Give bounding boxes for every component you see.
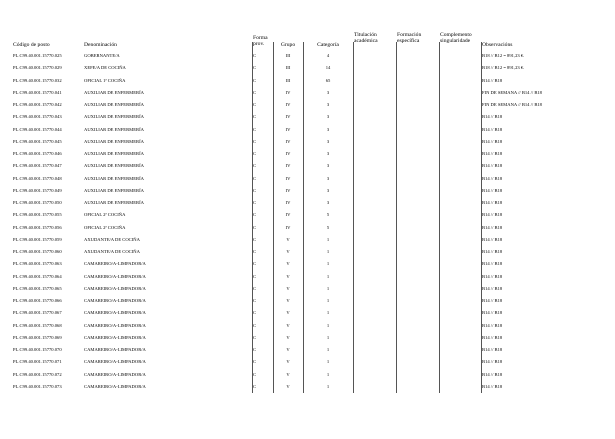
cell-denominacion: AUXILIAR DE ENFERMERÍA — [84, 163, 144, 169]
cell-denominacion: AUXILIAR DE ENFERMERÍA — [84, 102, 144, 107]
cell-forma: C — [253, 334, 257, 340]
cell-categoria: 5 — [326, 212, 330, 218]
cell-categoria: 3 — [326, 187, 330, 193]
cell-codigo: PL.C99.40.001.15770.050 — [13, 200, 62, 205]
cell-observacions: B14 // B18 — [482, 187, 503, 193]
cell-codigo: PL.C99.40.001.15770.029 — [13, 65, 62, 71]
table-row — [0, 283, 615, 295]
cell-denominacion: CAMAREIRO/A-LIMPADOR/A — [84, 371, 146, 377]
cell-forma: C — [253, 114, 257, 120]
cell-grupo: V — [286, 298, 290, 303]
table-row — [0, 197, 615, 209]
cell-grupo: IV — [285, 175, 291, 181]
table-row — [0, 246, 615, 258]
cell-codigo: PL.C99.40.001.15770.055 — [13, 212, 62, 218]
cell-grupo: V — [286, 359, 290, 365]
table-header — [0, 30, 615, 52]
cell-grupo: V — [286, 310, 290, 316]
cell-codigo: PL.C99.40.001.15770.025 — [13, 53, 62, 58]
cell-forma: C — [253, 298, 257, 303]
cell-categoria: 3 — [326, 151, 330, 156]
cell-codigo: PL.C99.40.001.15770.041 — [13, 89, 62, 95]
cell-codigo: PL.C99.40.001.15770.064 — [13, 273, 62, 279]
cell-denominacion: AUXILIAR DE ENFERMERÍA — [84, 114, 144, 120]
cell-observacions: B14 // B18 — [482, 261, 503, 267]
header-denominacion: Denominación — [84, 42, 117, 48]
cell-codigo: PL.C99.40.001.15770.060 — [13, 249, 62, 254]
table-row — [0, 320, 615, 332]
cell-forma: C — [253, 347, 257, 352]
table-row — [0, 234, 615, 246]
table-row — [0, 50, 615, 62]
cell-categoria: 3 — [326, 200, 330, 205]
cell-grupo: V — [286, 347, 290, 352]
cell-grupo: IV — [285, 126, 291, 132]
cell-forma: C — [253, 163, 257, 169]
cell-forma: C — [253, 77, 257, 83]
cell-forma: C — [253, 175, 257, 181]
cell-categoria: 3 — [326, 163, 330, 169]
cell-denominacion: OFICIAL 2ª COCIÑA — [84, 224, 126, 230]
cell-denominacion: AUXILIAR DE ENFERMERÍA — [84, 89, 144, 95]
table-row — [0, 222, 615, 234]
cell-grupo: III — [285, 65, 291, 71]
cell-categoria: 1 — [326, 383, 330, 389]
cell-codigo: PL.C99.40.001.15770.063 — [13, 261, 62, 267]
table-row — [0, 295, 615, 307]
cell-denominacion: AUXILIAR DE ENFERMERÍA — [84, 200, 144, 205]
cell-grupo: V — [286, 285, 290, 291]
cell-grupo: III — [285, 77, 291, 83]
table-row — [0, 173, 615, 185]
table-row — [0, 369, 615, 381]
cell-observacions: B14 // B18 — [482, 236, 503, 242]
cell-codigo: PL.C99.40.001.15770.067 — [13, 310, 62, 316]
cell-grupo: V — [286, 371, 290, 377]
cell-observacions: B14 // B18 — [482, 298, 503, 303]
cell-observacions: B18 // B12 = 891,23 €. — [482, 53, 525, 58]
cell-forma: C — [253, 224, 257, 230]
cell-grupo: III — [285, 53, 291, 58]
cell-denominacion: GOBERNANTE/A — [84, 53, 120, 58]
cell-observacions: B14 // B18 — [482, 224, 503, 230]
cell-categoria: 1 — [326, 273, 330, 279]
cell-grupo: IV — [285, 224, 291, 230]
cell-categoria: 1 — [326, 285, 330, 291]
cell-denominacion: CAMAREIRO/A-LIMPADOR/A — [84, 322, 146, 328]
cell-denominacion: CAMAREIRO/A-LIMPADOR/A — [84, 347, 146, 352]
cell-observacions: B14 // B18 — [482, 126, 503, 132]
cell-observacions: B14 // B18 — [482, 359, 503, 365]
cell-observacions: B14 // B18 — [482, 310, 503, 316]
cell-codigo: PL.C99.40.001.15770.045 — [13, 138, 62, 144]
cell-categoria: 65 — [325, 77, 331, 83]
cell-categoria: 1 — [326, 359, 330, 365]
cell-observacions: B14 // B18 — [482, 347, 503, 352]
cell-observacions: B14 // B18 — [482, 200, 503, 205]
cell-forma: C — [253, 249, 257, 254]
cell-grupo: IV — [285, 151, 291, 156]
cell-grupo: IV — [285, 114, 291, 120]
cell-grupo: V — [286, 334, 290, 340]
cell-denominacion: CAMAREIRO/A-LIMPADOR/A — [84, 298, 146, 303]
cell-denominacion: AXUDANTE/A DE COCIÑA — [84, 236, 140, 242]
table-row — [0, 87, 615, 99]
cell-categoria: 3 — [326, 138, 330, 144]
cell-observacions: FIN DE SEMANA // B14 // B18 — [482, 89, 542, 95]
cell-forma: C — [253, 359, 257, 365]
cell-observacions: B14 // B18 — [482, 114, 503, 120]
cell-grupo: V — [286, 249, 290, 254]
cell-forma: C — [253, 65, 257, 71]
cell-codigo: PL.C99.40.001.15770.043 — [13, 114, 62, 120]
cell-grupo: IV — [285, 138, 291, 144]
cell-denominacion: OFICIAL 1ª COCIÑA — [84, 77, 126, 83]
header-complemento: Complemento singularidade — [440, 32, 472, 45]
cell-grupo: V — [286, 273, 290, 279]
cell-categoria: 1 — [326, 371, 330, 377]
cell-codigo: PL.C99.40.001.15770.068 — [13, 322, 62, 328]
cell-grupo: IV — [285, 212, 291, 218]
cell-forma: C — [253, 371, 257, 377]
cell-codigo: PL.C99.40.001.15770.047 — [13, 163, 62, 169]
cell-denominacion: AUXILIAR DE ENFERMERÍA — [84, 126, 144, 132]
cell-categoria: 5 — [326, 224, 330, 230]
cell-categoria: 1 — [326, 298, 330, 303]
cell-categoria: 1 — [326, 310, 330, 316]
cell-codigo: PL.C99.40.001.15770.069 — [13, 334, 62, 340]
cell-grupo: IV — [285, 89, 291, 95]
cell-observacions: B14 // B18 — [482, 175, 503, 181]
cell-forma: C — [253, 89, 257, 95]
cell-categoria: 1 — [326, 322, 330, 328]
cell-denominacion: CAMAREIRO/A-LIMPADOR/A — [84, 334, 146, 340]
cell-forma: C — [253, 310, 257, 316]
table-row — [0, 111, 615, 123]
table-row — [0, 62, 615, 74]
cell-observacions: B14 // B18 — [482, 77, 503, 83]
cell-categoria: 3 — [326, 175, 330, 181]
cell-observacions: FIN DE SEMANA // B14 // B18 — [482, 102, 542, 107]
cell-grupo: IV — [285, 163, 291, 169]
cell-codigo: PL.C99.40.001.15770.056 — [13, 224, 62, 230]
cell-denominacion: AUXILIAR DE ENFERMERÍA — [84, 175, 144, 181]
cell-forma: C — [253, 322, 257, 328]
cell-codigo: PL.C99.40.001.15770.066 — [13, 298, 62, 303]
cell-grupo: IV — [285, 187, 291, 193]
table-row — [0, 209, 615, 221]
table-row — [0, 258, 615, 270]
cell-categoria: 3 — [326, 114, 330, 120]
cell-denominacion: AUXILIAR DE ENFERMERÍA — [84, 151, 144, 156]
cell-codigo: PL.C99.40.001.15770.032 — [13, 77, 62, 83]
cell-categoria: 3 — [326, 89, 330, 95]
cell-denominacion: AUXILIAR DE ENFERMERÍA — [84, 187, 144, 193]
cell-forma: C — [253, 138, 257, 144]
cell-categoria: 1 — [326, 261, 330, 267]
cell-observacions: B14 // B18 — [482, 163, 503, 169]
cell-forma: C — [253, 53, 257, 58]
table-row — [0, 75, 615, 87]
cell-denominacion: OFICIAL 2ª COCIÑA — [84, 212, 126, 218]
cell-observacions: B14 // B18 — [482, 285, 503, 291]
cell-observacions: B14 // B18 — [482, 273, 503, 279]
cell-observacions: B14 // B18 — [482, 212, 503, 218]
cell-denominacion: AXUDANTE/A DE COCIÑA — [84, 249, 140, 254]
cell-observacions: B14 // B18 — [482, 249, 503, 254]
header-formacion: Formación específica — [397, 32, 422, 45]
table-row — [0, 356, 615, 368]
header-grupo: Grupo — [280, 42, 296, 48]
cell-denominacion: CAMAREIRO/A-LIMPADOR/A — [84, 310, 146, 316]
cell-grupo: V — [286, 236, 290, 242]
cell-observacions: B14 // B18 — [482, 334, 503, 340]
cell-observacions: B14 // B18 — [482, 371, 503, 377]
header-categoria: Categoría — [317, 42, 339, 48]
cell-observacions: B18 // B12 = 891,23 €. — [482, 65, 525, 71]
table-row — [0, 381, 615, 393]
cell-forma: C — [253, 261, 257, 267]
cell-grupo: IV — [285, 200, 291, 205]
cell-denominacion: AUXILIAR DE ENFERMERÍA — [84, 138, 144, 144]
cell-forma: C — [253, 200, 257, 205]
cell-codigo: PL.C99.40.001.15770.070 — [13, 347, 62, 352]
cell-codigo: PL.C99.40.001.15770.065 — [13, 285, 62, 291]
cell-observacions: B14 // B18 — [482, 138, 503, 144]
cell-forma: C — [253, 273, 257, 279]
header-forma: Forma prov. — [253, 35, 268, 48]
cell-denominacion: CAMAREIRO/A-LIMPADOR/A — [84, 261, 146, 267]
cell-forma: C — [253, 383, 257, 389]
table-row — [0, 332, 615, 344]
cell-codigo: PL.C99.40.001.15770.072 — [13, 371, 62, 377]
table-row — [0, 99, 615, 111]
cell-categoria: 14 — [325, 65, 331, 71]
table-row — [0, 124, 615, 136]
cell-denominacion: CAMAREIRO/A-LIMPADOR/A — [84, 383, 146, 389]
header-observacions: Observacións — [482, 42, 513, 48]
cell-forma: C — [253, 236, 257, 242]
cell-codigo: PL.C99.40.001.15770.059 — [13, 236, 62, 242]
table-row — [0, 148, 615, 160]
cell-categoria: 1 — [326, 249, 330, 254]
cell-categoria: 1 — [326, 236, 330, 242]
cell-categoria: 3 — [326, 102, 330, 107]
cell-observacions: B14 // B18 — [482, 383, 503, 389]
cell-forma: C — [253, 212, 257, 218]
cell-grupo: V — [286, 261, 290, 267]
cell-codigo: PL.C99.40.001.15770.046 — [13, 151, 62, 156]
cell-forma: C — [253, 187, 257, 193]
cell-denominacion: CAMAREIRO/A-LIMPADOR/A — [84, 359, 146, 365]
header-titulacion: Titulación académica — [354, 32, 378, 45]
cell-denominacion: XEFE/A DE COCIÑA — [84, 65, 126, 71]
cell-categoria: 1 — [326, 347, 330, 352]
table-row — [0, 271, 615, 283]
cell-codigo: PL.C99.40.001.15770.042 — [13, 102, 62, 107]
cell-codigo: PL.C99.40.001.15770.048 — [13, 175, 62, 181]
header-codigo: Código de posto — [13, 42, 50, 48]
cell-denominacion: CAMAREIRO/A-LIMPADOR/A — [84, 285, 146, 291]
cell-forma: C — [253, 102, 257, 107]
cell-codigo: PL.C99.40.001.15770.049 — [13, 187, 62, 193]
cell-observacions: B14 // B18 — [482, 322, 503, 328]
cell-codigo: PL.C99.40.001.15770.073 — [13, 383, 62, 389]
cell-forma: C — [253, 126, 257, 132]
table-row — [0, 307, 615, 319]
cell-observacions: B14 // B18 — [482, 151, 503, 156]
cell-grupo: V — [286, 383, 290, 389]
cell-categoria: 4 — [326, 53, 330, 58]
cell-codigo: PL.C99.40.001.15770.071 — [13, 359, 62, 365]
cell-grupo: IV — [285, 102, 291, 107]
cell-codigo: PL.C99.40.001.15770.044 — [13, 126, 62, 132]
table-row — [0, 160, 615, 172]
cell-categoria: 3 — [326, 126, 330, 132]
table-row — [0, 185, 615, 197]
cell-denominacion: CAMAREIRO/A-LIMPADOR/A — [84, 273, 146, 279]
cell-forma: C — [253, 285, 257, 291]
cell-grupo: V — [286, 322, 290, 328]
cell-forma: C — [253, 151, 257, 156]
cell-categoria: 1 — [326, 334, 330, 340]
table-row — [0, 136, 615, 148]
table-row — [0, 344, 615, 356]
